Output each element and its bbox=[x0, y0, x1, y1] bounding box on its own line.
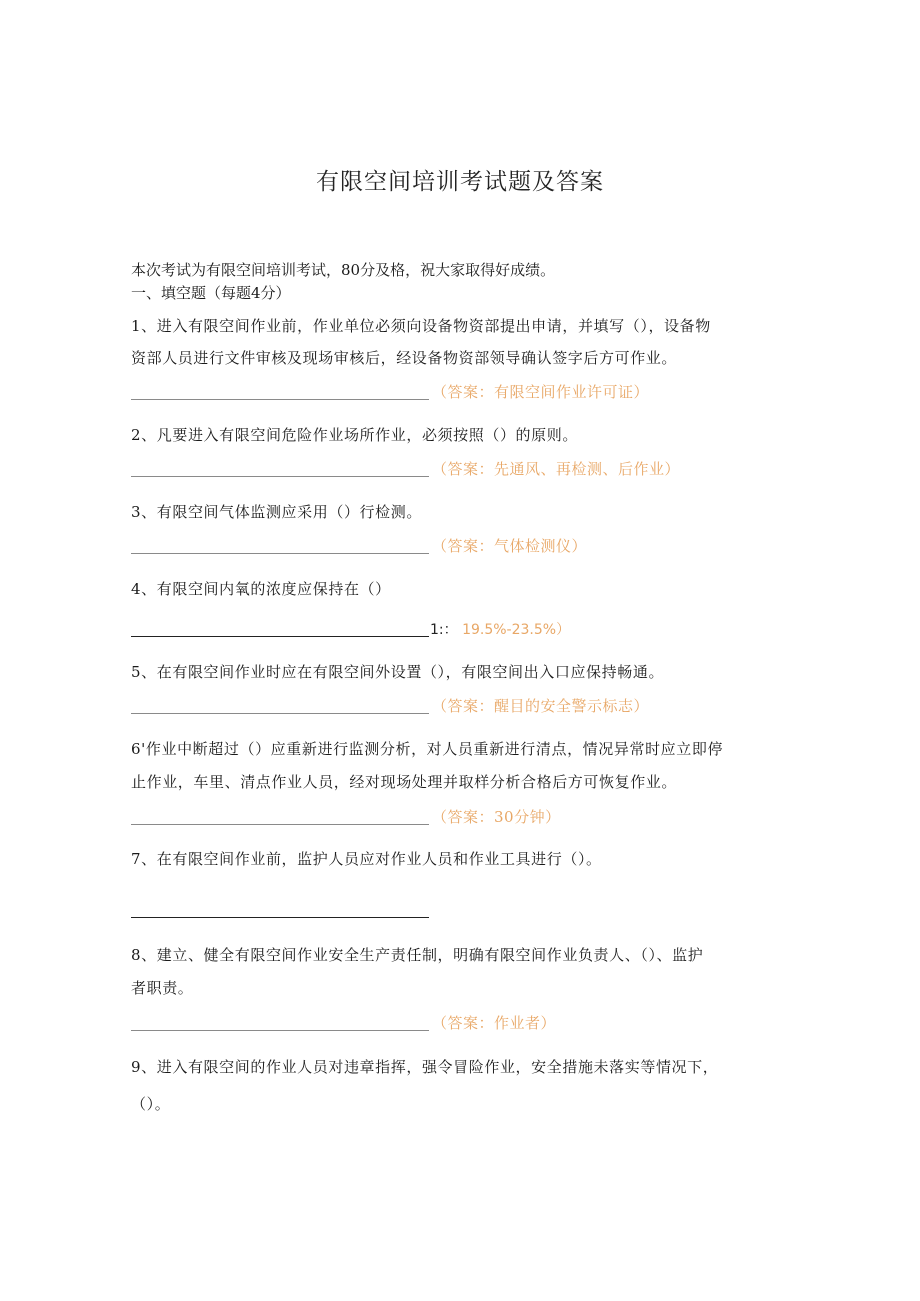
question-8-line-1: 8、建立、健全有限空间作业安全生产责任制，明确有限空间作业负责人、（）、监护 bbox=[131, 946, 704, 964]
answer-2: （答案：先通风、再检测、后作业） bbox=[432, 460, 681, 478]
answer-8: （答案：作业者） bbox=[432, 1014, 557, 1032]
page-title: 有限空间培训考试题及答案 bbox=[316, 169, 604, 195]
answer-1: （答案：有限空间作业许可证） bbox=[432, 383, 650, 401]
answer-6: （答案：30分钟） bbox=[432, 808, 561, 826]
answer-blank-8 bbox=[131, 1030, 429, 1031]
answer-blank-6 bbox=[131, 824, 429, 825]
question-9-line-1: 9、进入有限空间的作业人员对违章指挥，强令冒险作业，安全措施未落实等情况下， bbox=[131, 1058, 719, 1076]
answer-3: （答案：气体检测仪） bbox=[432, 537, 588, 555]
answer-blank-3 bbox=[131, 553, 429, 554]
question-9-line-2: （）。 bbox=[131, 1095, 171, 1113]
question-1-line-2: 资部人员进行文件审核及现场审核后，经设备物资部领导确认签字后方可作业。 bbox=[131, 349, 678, 367]
question-2-line-1: 2、凡要进入有限空间危险作业场所作业，必须按照（）的原则。 bbox=[131, 426, 578, 444]
question-8-line-2: 者职责。 bbox=[131, 979, 194, 997]
answer-blank-2 bbox=[131, 476, 429, 477]
question-3-line-1: 3、有限空间气体监测应采用（）行检测。 bbox=[131, 503, 422, 521]
answer-blank-4 bbox=[131, 636, 429, 637]
section-heading: 一、填空题（每题4分） bbox=[131, 284, 291, 302]
answer-blank-7 bbox=[131, 917, 429, 918]
answer-blank-5 bbox=[131, 713, 429, 714]
question-5-line-1: 5、在有限空间作业时应在有限空间外设置（），有限空间出入口应保持畅通。 bbox=[131, 663, 665, 681]
question-1-line-1: 1、进入有限空间作业前，作业单位必须向设备物资部提出申请，并填写（），设备物 bbox=[131, 317, 711, 335]
question-6-line-1: 6'作业中断超过（）应重新进行监测分析，对人员重新进行清点，情况异常时应立即停 bbox=[131, 740, 724, 758]
answer-4 bbox=[430, 620, 570, 640]
question-6-line-2: 止作业，车里、清点作业人员，经对现场处理并取样分析合格后方可恢复作业。 bbox=[131, 773, 678, 791]
question-7-line-1: 7、在有限空间作业前，监护人员应对作业人员和作业工具进行（）。 bbox=[131, 850, 602, 868]
answer-blank-1 bbox=[131, 399, 429, 400]
answer-4-prefix: 1:： bbox=[430, 622, 458, 638]
answer-4-value: 19.5%-23.5%） bbox=[462, 622, 571, 638]
question-4-line-1: 4、有限空间内氧的浓度应保持在（） bbox=[131, 580, 391, 598]
intro-text: 本次考试为有限空间培训考试，80分及格，祝大家取得好成绩。 bbox=[131, 261, 556, 279]
answer-5: （答案：醒目的安全警示标志） bbox=[432, 697, 650, 715]
